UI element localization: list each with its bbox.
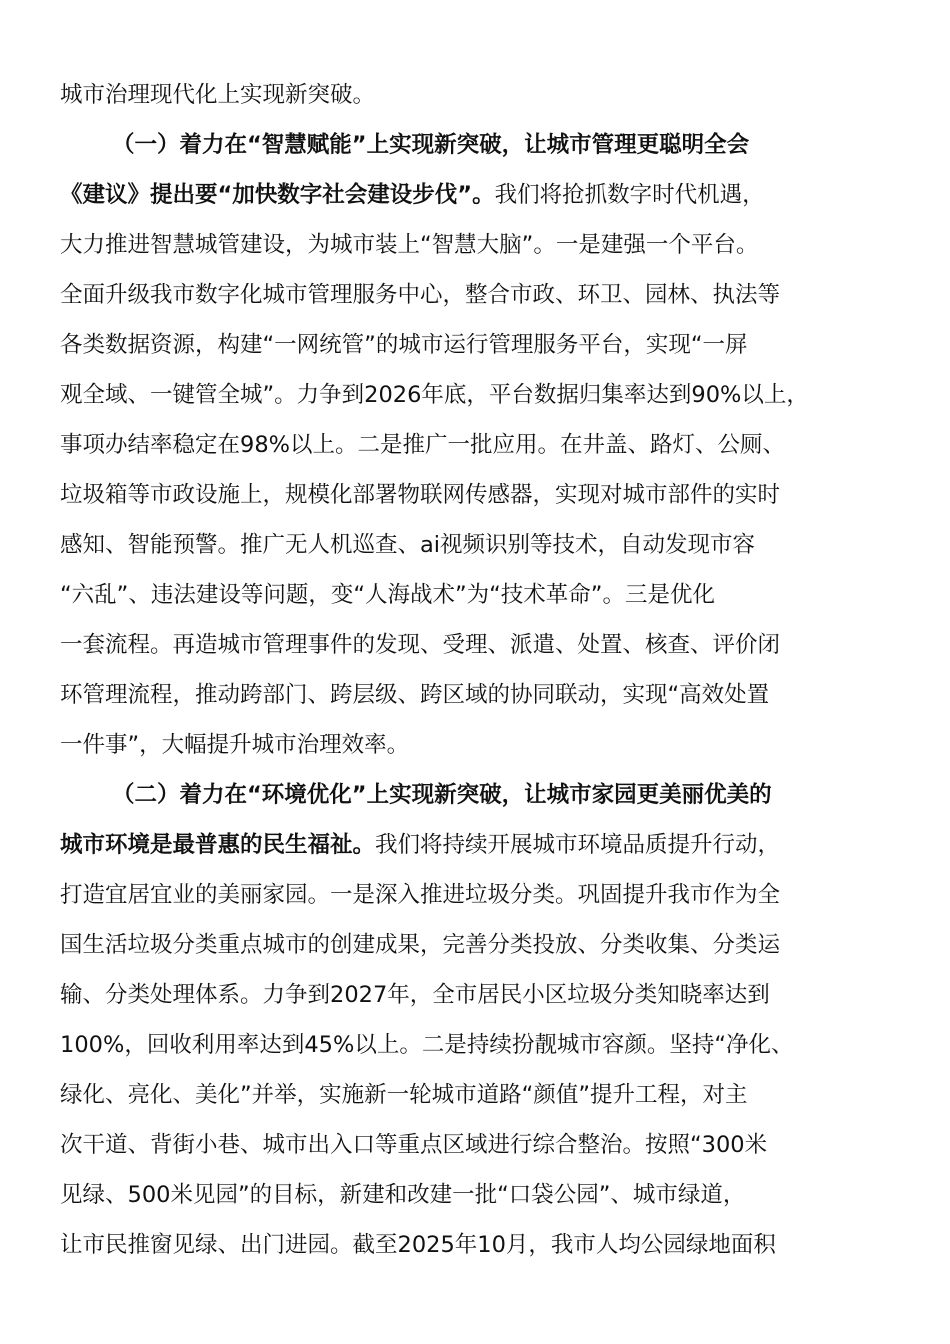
body-text: 城市治理现代化上实现新突破。 bbox=[60, 82, 376, 108]
bold-heading-text: （二）着力在“环境优化”上实现新突破，让城市家园更美丽优美的 bbox=[112, 782, 772, 808]
text-line bbox=[60, 1020, 880, 1070]
text-line bbox=[60, 870, 880, 920]
body-text: 让市民推窗见绿、出门进园。截至2025年10月，我市人均公园绿地面积 bbox=[60, 1232, 776, 1258]
text-line bbox=[60, 420, 880, 470]
text-line bbox=[60, 370, 880, 420]
text-line bbox=[60, 620, 880, 670]
body-text: 事项办结率稳定在98%以上。二是推广一批应用。在井盖、路灯、公厕、 bbox=[60, 432, 786, 458]
text-line bbox=[60, 1070, 880, 1120]
body-text: 绿化、亮化、美化”并举，实施新一轮城市道路“颜值”提升工程，对主 bbox=[60, 1082, 748, 1108]
text-line bbox=[60, 220, 880, 270]
bold-heading-text: （一）着力在“智慧赋能”上实现新突破，让城市管理更聪明全会 bbox=[112, 132, 750, 158]
body-text: 国生活垃圾分类重点城市的创建成果，完善分类投放、分类收集、分类运 bbox=[60, 932, 781, 958]
bold-heading-text: 城市环境是最普惠的民生福祉。 bbox=[60, 832, 376, 858]
text-line bbox=[60, 170, 880, 220]
body-text: 全面升级我市数字化城市管理服务中心，整合市政、环卫、园林、执法等 bbox=[60, 282, 781, 308]
body-text: 100%，回收利用率达到45%以上。二是持续扮靓城市容颜。坚持“净化、 bbox=[60, 1032, 794, 1058]
section-heading-line bbox=[60, 120, 880, 170]
body-text: 环管理流程，推动跨部门、跨层级、跨区域的协同联动，实现“高效处置 bbox=[60, 682, 770, 708]
body-text: 见绿、500米见园”的目标，新建和改建一批“口袋公园”、城市绿道， bbox=[60, 1182, 746, 1208]
text-line bbox=[60, 820, 880, 870]
body-text: 我们将持续开展城市环境品质提升行动， bbox=[375, 832, 781, 858]
text-line bbox=[60, 1220, 880, 1270]
body-text: 我们将抢抓数字时代机遇， bbox=[494, 182, 765, 208]
text-line bbox=[60, 1120, 880, 1170]
text-line bbox=[60, 270, 880, 320]
body-text: 垃圾箱等市政设施上，规模化部署物联网传感器，实现对城市部件的实时 bbox=[60, 482, 781, 508]
body-text: 各类数据资源，构建“一网统管”的城市运行管理服务平台，实现“一屏 bbox=[60, 332, 748, 358]
text-line bbox=[60, 470, 880, 520]
body-text: 一套流程。再造城市管理事件的发现、受理、派遣、处置、核查、评价闭 bbox=[60, 632, 781, 658]
text-line bbox=[60, 570, 880, 620]
body-text: 观全域、一键管全城”。力争到2026年底，平台数据归集率达到90%以上， bbox=[60, 382, 809, 408]
body-text: 次干道、背街小巷、城市出入口等重点区域进行综合整治。按照“300米 bbox=[60, 1132, 768, 1158]
body-text: 一件事”，大幅提升城市治理效率。 bbox=[60, 732, 410, 758]
body-text: 打造宜居宜业的美丽家园。一是深入推进垃圾分类。巩固提升我市作为全 bbox=[60, 882, 781, 908]
text-line bbox=[60, 670, 880, 720]
text-line bbox=[60, 520, 880, 570]
text-line bbox=[60, 1170, 880, 1220]
bold-heading-text: 《建议》提出要“加快数字社会建设步伐”。 bbox=[60, 182, 495, 208]
section-heading-line bbox=[60, 770, 880, 820]
text-line bbox=[60, 920, 880, 970]
body-text: 大力推进智慧城管建设，为城市装上“智慧大脑”。一是建强一个平台。 bbox=[60, 232, 759, 258]
text-line bbox=[60, 320, 880, 370]
text-line bbox=[60, 70, 880, 120]
body-text: 感知、智能预警。推广无人机巡查、ai视频识别等技术，自动发现市容 bbox=[60, 532, 756, 558]
text-line bbox=[60, 720, 880, 770]
document-body bbox=[60, 70, 880, 1270]
body-text: 输、分类处理体系。力争到2027年，全市居民小区垃圾分类知晓率达到 bbox=[60, 982, 770, 1008]
body-text: “六乱”、违法建设等问题，变“人海战术”为“技术革命”。三是优化 bbox=[60, 582, 715, 608]
text-line bbox=[60, 970, 880, 1020]
